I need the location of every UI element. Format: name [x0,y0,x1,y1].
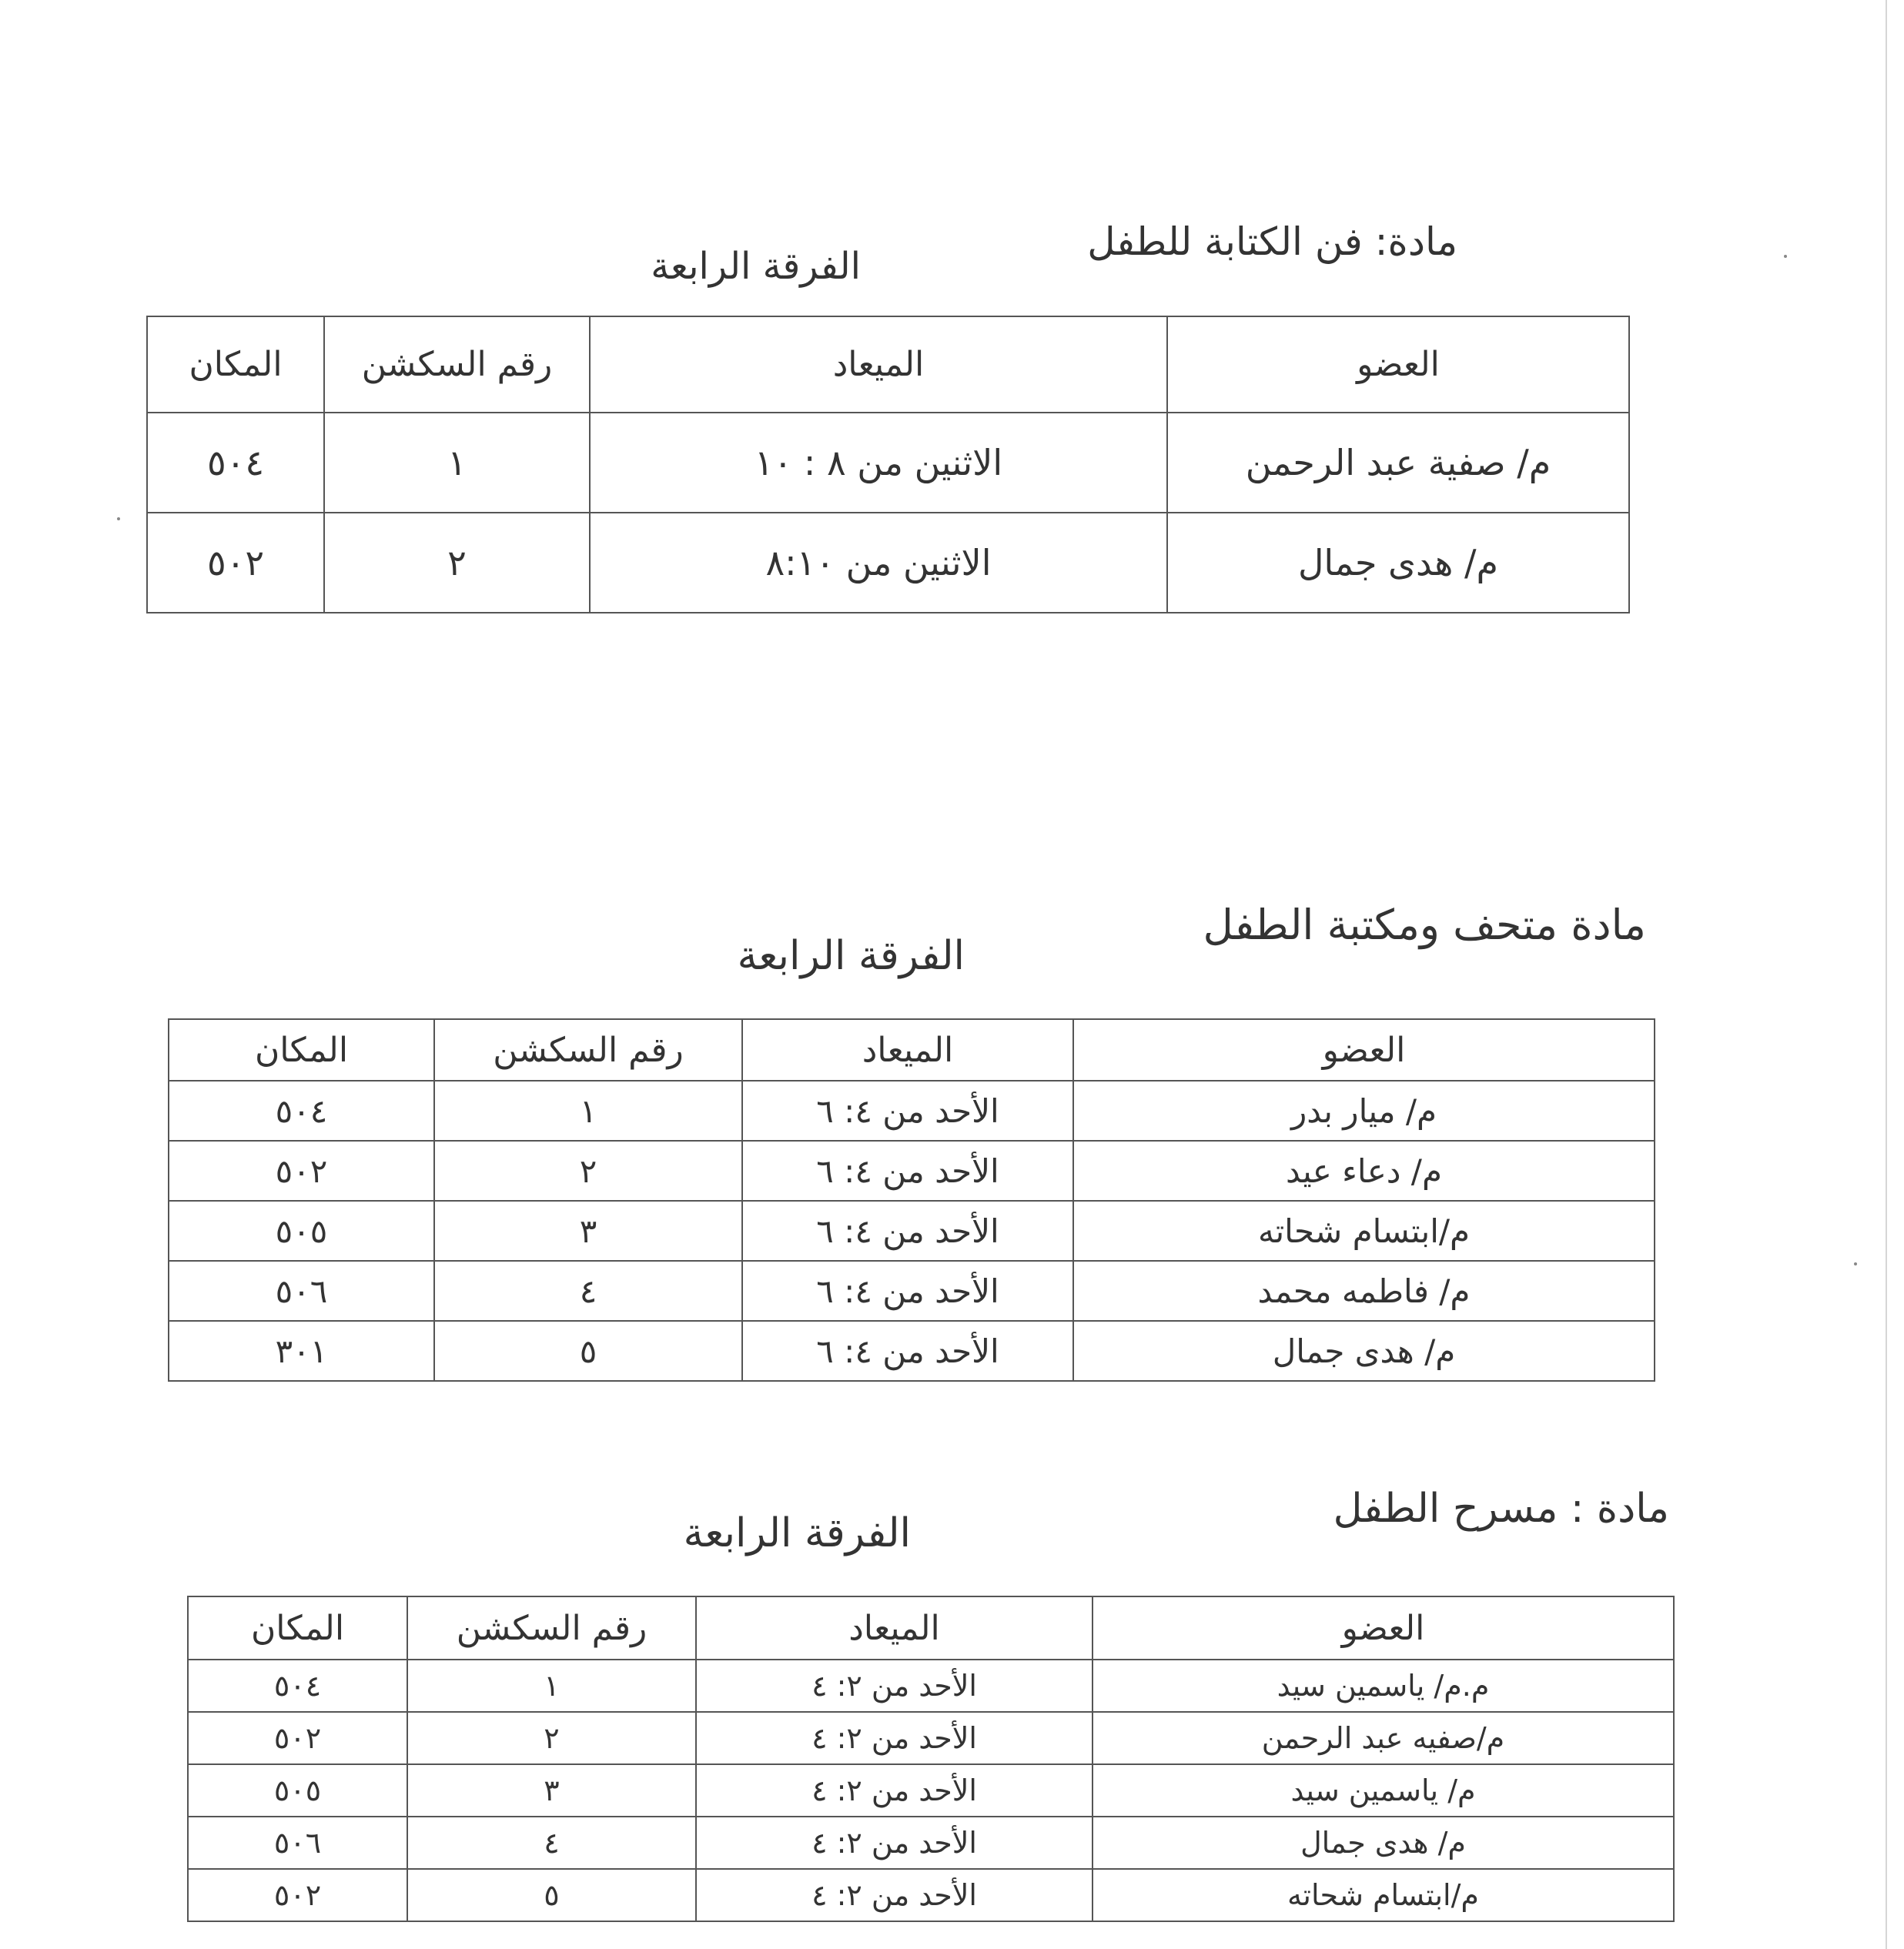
table-row [147,513,1629,613]
table-row [188,1712,1674,1764]
scan-speck [1784,255,1787,258]
cell-section-number: ٤ [407,1817,696,1869]
table-row [188,1869,1674,1921]
table-row [169,1081,1655,1141]
cell-place: ٣٠١ [169,1321,434,1381]
scan-speck [117,517,120,520]
cell-section-number: ١ [324,413,590,513]
table-row [188,1817,1674,1869]
cell-section-number: ٣ [407,1764,696,1817]
cell-place: ٥٠٢ [188,1712,407,1764]
schedule-table [146,316,1630,613]
cell-place: ٥٠٦ [188,1817,407,1869]
header-section-number: رقم السكشن [434,1019,742,1081]
schedule-table [187,1596,1675,1922]
cell-section-number: ١ [407,1660,696,1712]
cell-time: الاثنين من ٨ : ١٠ [590,413,1167,513]
cell-member: م/ ياسمين سيد [1093,1764,1674,1817]
table-row [169,1201,1655,1261]
table-row [188,1764,1674,1817]
cell-member: م/ ميار بدر [1073,1081,1655,1141]
table-header-row [188,1596,1674,1660]
table-row [169,1321,1655,1381]
cell-section-number: ٤ [434,1261,742,1321]
header-member: العضو [1093,1596,1674,1660]
cell-section-number: ٢ [434,1141,742,1201]
table-row [169,1261,1655,1321]
cell-section-number: ٣ [434,1201,742,1261]
header-time: الميعاد [590,316,1167,413]
header-time: الميعاد [742,1019,1073,1081]
cell-place: ٥٠٤ [188,1660,407,1712]
cell-member: م/ هدى جمال [1093,1817,1674,1869]
table-header-row [147,316,1629,413]
cell-section-number: ٥ [434,1321,742,1381]
subject-title: مادة: فن الكتابة للطفل [1087,219,1457,264]
header-time: الميعاد [696,1596,1093,1660]
header-place: المكان [188,1596,407,1660]
cell-member: م.م/ ياسمين سيد [1093,1660,1674,1712]
cell-place: ٥٠٦ [169,1261,434,1321]
header-member: العضو [1073,1019,1655,1081]
subject-title: مادة متحف ومكتبة الطفل [1203,901,1646,949]
table-row [188,1660,1674,1712]
cell-section-number: ٢ [407,1712,696,1764]
grade-title: الفرقة الرابعة [737,933,965,979]
cell-member: م/ فاطمه محمد [1073,1261,1655,1321]
table-row [147,413,1629,513]
grade-title: الفرقة الرابعة [651,245,861,288]
cell-time: الأحد من ٢: ٤ [696,1817,1093,1869]
cell-member: م/ابتسام شحاته [1073,1201,1655,1261]
cell-time: الأحد من ٢: ٤ [696,1869,1093,1921]
cell-time: الأحد من ٢: ٤ [696,1764,1093,1817]
cell-time: الأحد من ٤: ٦ [742,1081,1073,1141]
cell-time: الأحد من ٢: ٤ [696,1660,1093,1712]
header-section-number: رقم السكشن [324,316,590,413]
cell-member: م/ هدى جمال [1167,513,1629,613]
header-section-number: رقم السكشن [407,1596,696,1660]
table-row [169,1141,1655,1201]
cell-place: ٥٠٤ [147,413,324,513]
cell-time: الأحد من ٤: ٦ [742,1321,1073,1381]
cell-place: ٥٠٢ [169,1141,434,1201]
cell-member: م/صفيه عبد الرحمن [1093,1712,1674,1764]
subject-title: مادة : مسرح الطفل [1333,1486,1669,1532]
grade-title: الفرقة الرابعة [683,1510,911,1556]
scan-edge [1886,0,1887,1949]
cell-time: الأحد من ٤: ٦ [742,1261,1073,1321]
scan-speck [1854,1262,1857,1265]
cell-section-number: ٢ [324,513,590,613]
cell-member: م/ دعاء عيد [1073,1141,1655,1201]
cell-place: ٥٠٥ [188,1764,407,1817]
cell-section-number: ١ [434,1081,742,1141]
cell-member: م/ هدى جمال [1073,1321,1655,1381]
cell-place: ٥٠٥ [169,1201,434,1261]
header-member: العضو [1167,316,1629,413]
cell-time: الأحد من ٤: ٦ [742,1201,1073,1261]
cell-time: الأحد من ٤: ٦ [742,1141,1073,1201]
cell-member: م/ صفية عبد الرحمن [1167,413,1629,513]
table-header-row [169,1019,1655,1081]
schedule-table [168,1018,1655,1382]
cell-section-number: ٥ [407,1869,696,1921]
cell-place: ٥٠٢ [147,513,324,613]
cell-place: ٥٠٤ [169,1081,434,1141]
header-place: المكان [169,1019,434,1081]
cell-place: ٥٠٢ [188,1869,407,1921]
header-place: المكان [147,316,324,413]
cell-time: الأحد من ٢: ٤ [696,1712,1093,1764]
cell-time: الاثنين من ٨:١٠ [590,513,1167,613]
cell-member: م/ابتسام شحاته [1093,1869,1674,1921]
